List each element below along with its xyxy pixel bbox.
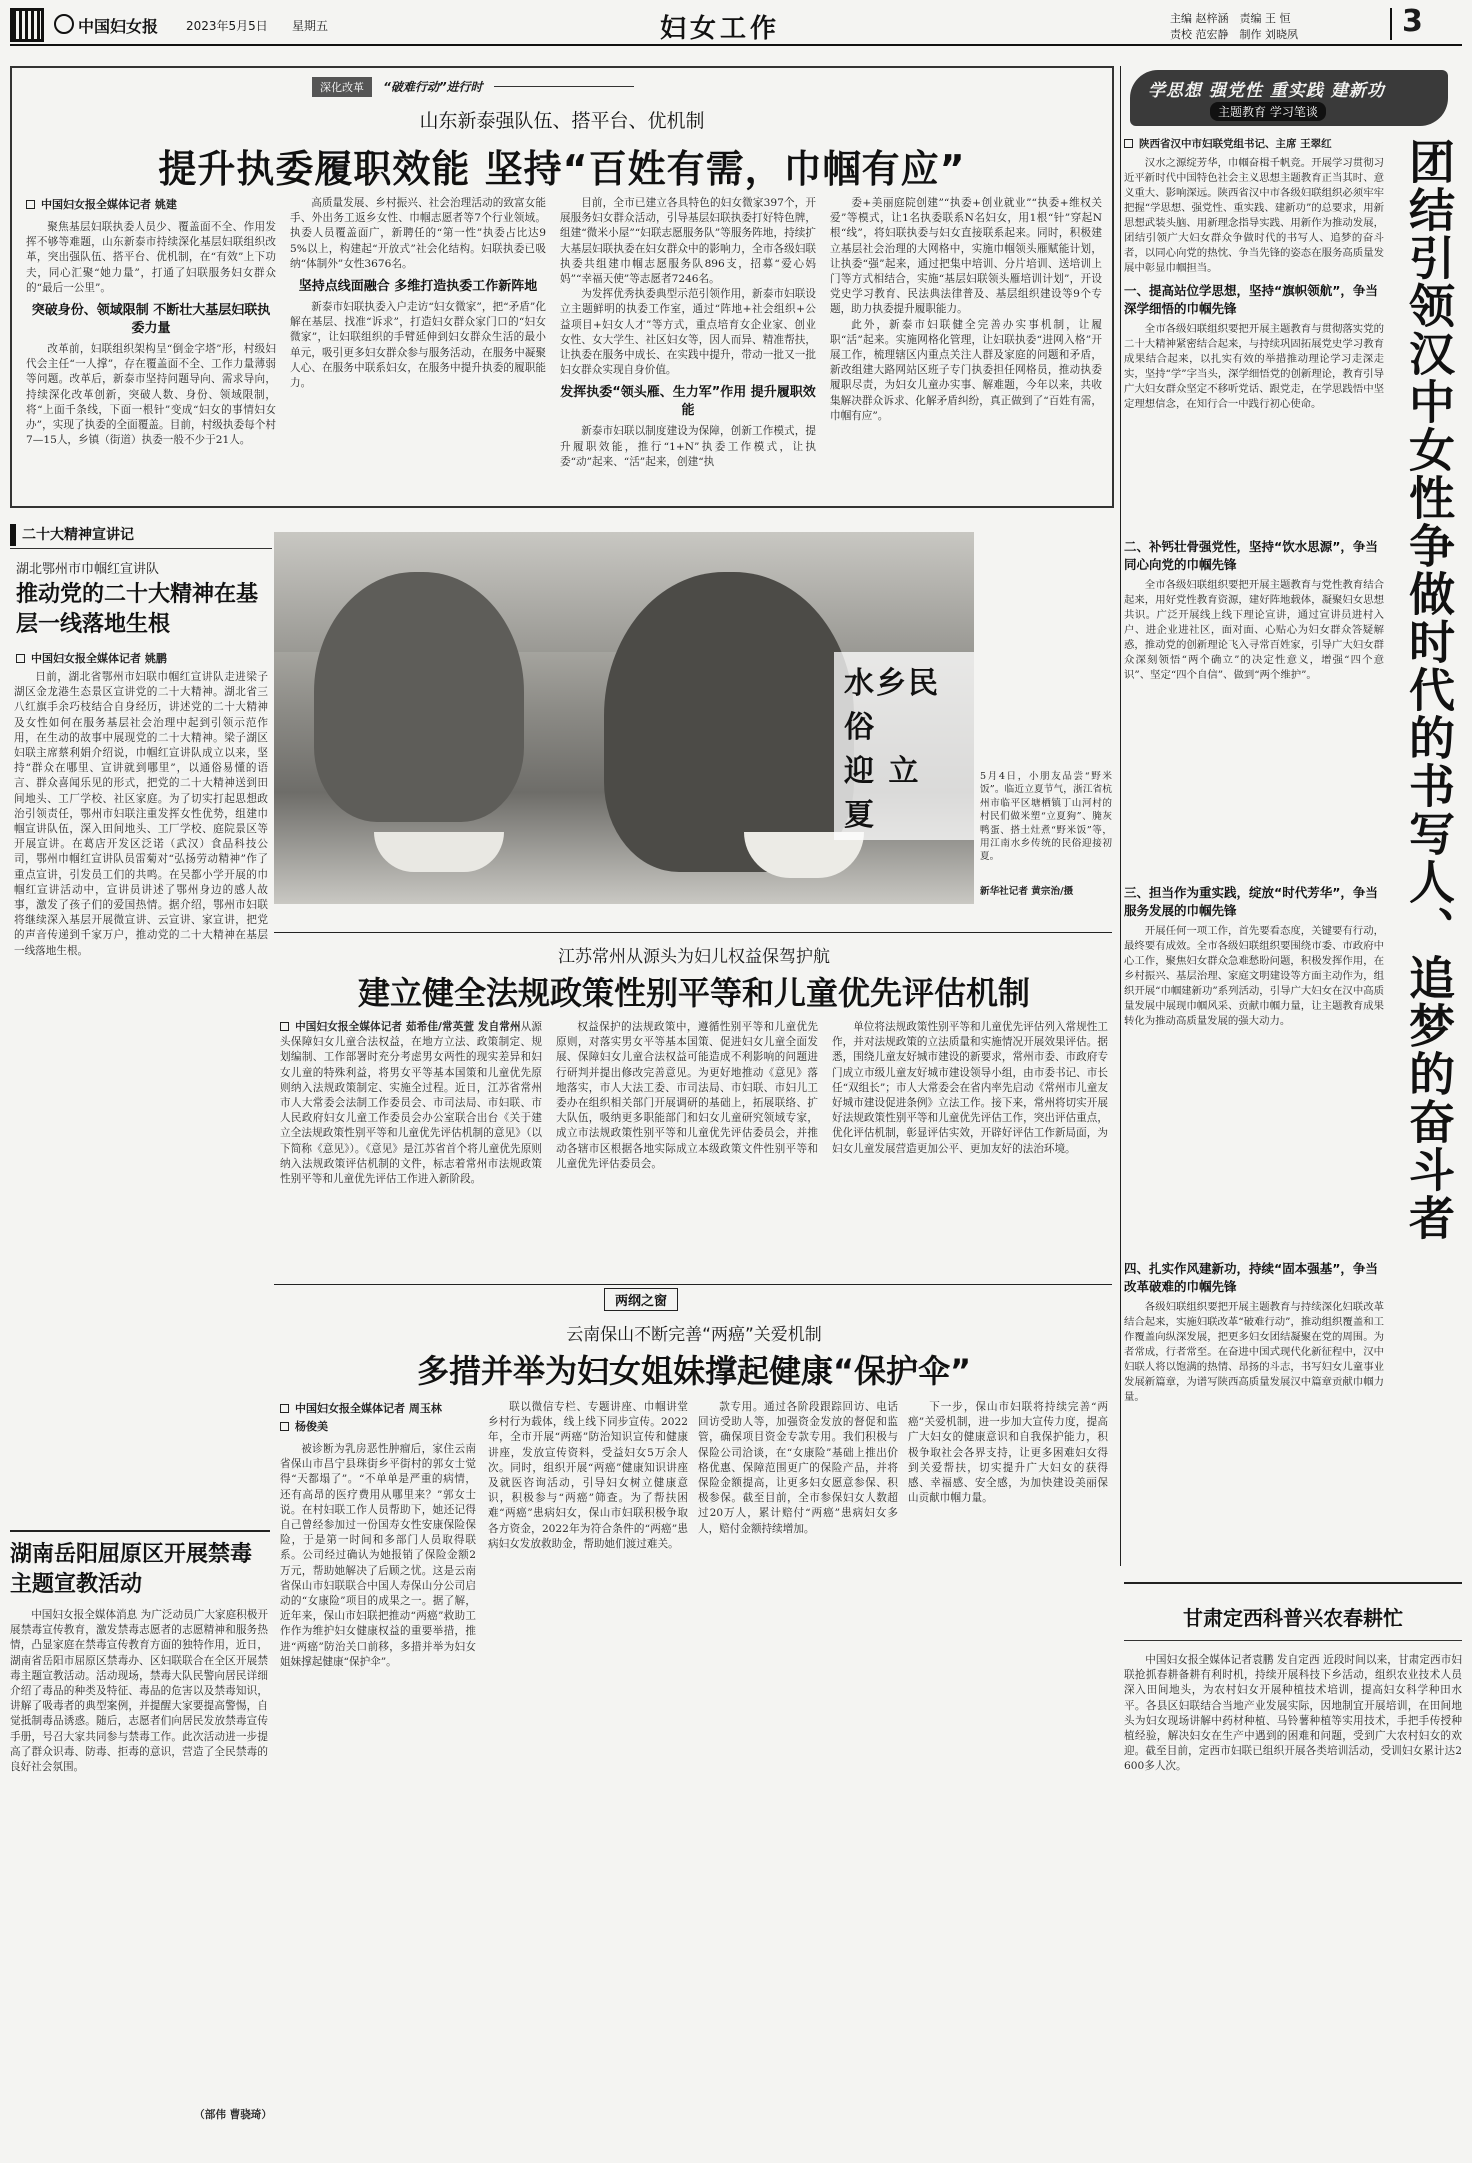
- sidebar-byline: 陕西省汉中市妇联党组书记、主席 王翠红: [1124, 136, 1332, 151]
- article-kicker: 湖北鄂州市巾帼红宣讲队: [16, 562, 160, 577]
- paragraph: 单位将法规政策性别平等和儿童优先评估列入常规性工作，并对法规政策的立法质量和实施情况开展效果评估。据悉，围绕儿童友好城市建设的新要求，常州市委、市政府专门成立市级儿童友好城市建设领导小组，由市委书记、市长任“双组长”；市人大常委会在省内率先启动《常州市儿童友好城市建设促进条例》立法工作。接下来，常州将切实开展好法规政策性别平等和儿童优先评估工作，突出评估重点，优化评估机制，彰显评估实效，开辟好评估工作新局面，为妇女儿童发展营造更加公平、更加友好的法治环境。: [832, 1021, 1108, 1155]
- sidebar-text-column: [1124, 156, 1384, 1531]
- paragraph: 汉水之源绽芳华，巾帼奋楫千帆竞。开展学习贯彻习近平新时代中国特色社会主义思想主题教育正当其时、意义重大、影响深远。陕西省汉中市各级妇联组织必须牢牢把握“学思想、强党性、重实践、建新功”的总要求，用新思想武装头脑、用新理念指导实践、用新作为推动发展，团结引领广大妇女群众争做时代的书写人、追梦的奋斗者，以同心向党的热忱、争当先锋的姿态在服务高质量发展中彰显巾帼担当。: [1124, 157, 1384, 274]
- article-headline: 湖南岳阳屈原区开展禁毒主题宣教活动: [10, 1542, 253, 1597]
- theme-subtitle: 主题教育 学习笔谈: [1210, 102, 1326, 121]
- article-column-3: [698, 1400, 898, 2150]
- subheading: 发挥执委“领头雁、生力军”作用 提升履职效能: [560, 385, 816, 419]
- masthead-rule: [10, 44, 1462, 46]
- article-kicker: 云南保山不断完善“两癌”关爱机制: [566, 1325, 822, 1345]
- article-body: 日前，湖北省鄂州市妇联巾帼红宣讲队走进梁子湖区金龙港生态景区宣讲党的二十大精神。湖北省三八红旗手余巧枝结合自身经历，讲述党的二十大精神及女性如何在服务基层社会治理中起到引领示范作用，在生动的故事中展现党的二十大精神。梁子湖区妇联主席蔡利娟介绍说，巾帼红宣讲队成立以来，坚持“群众在哪里、宣讲就到哪里”，以通俗易懂的语言、群众喜闻乐见的形式，把党的二十大精神送到田间地头、工厂学校、社区家庭。为了切实打起思想政治引领责任，鄂州市妇联注重发挥女性优势，组建巾帼宣讲队伍，深入田间地头、工厂学校、庭院景区等开展宣讲。在葛店开发区泛诺（武汉）食品科技公司，鄂州巾帼红宣讲队员雷菊对“弘扬劳动精神”作了重点宣讲，引发员工们的共鸣。在吴都小学开展的巾帼红宣讲活动中，宣讲员讲述了鄂州身边的感人故事，激发了孩子们的爱国热情。据介绍，鄂州市妇联将继续深入基层开展微宣讲、云宣讲、家宣讲，把党的声音传递到千家万户，推动党的二十大精神在基层一线落地生根。: [14, 671, 268, 957]
- sidebar-divider: [1120, 66, 1121, 1566]
- column-name: “破难行动”进行时: [383, 80, 483, 94]
- paragraph: 权益保护的法规政策中，遵循性别平等和儿童优先原则，对落实男女平等基本国策、促进妇女儿童全面发展、保障妇女儿童合法权益可能造成不利影响的问题进行研判并提出修改完善意见。为更好地推动《意见》落地落实，市人大法工委、市司法局、市妇联、市妇儿工委办在组织相关部门开展调研的基础上，拓展联络、扩大队伍，吸纳更多职能部门和妇女儿童研究领域专家，成立市法规政策性别平等和儿童优先评估委员会，并推动各辖市区根据各地实际成立本级政策文件性别平等和儿童优先评估委员会。: [556, 1021, 818, 1170]
- article-headline: 提升执委履职效能 坚持“百姓有需，巾帼有应”: [158, 147, 966, 191]
- paragraph: 下一步，保山市妇联将持续完善“两癌”关爱机制，进一步加大宣传力度，提高广大妇女的健康意识和自我保护能力，积极争取社会各界支持，让更多困难妇女得到关爱帮扶，切实提升广大妇女的获得感、幸福感、安全感，为加快建设美丽保山贡献巾帼力量。: [908, 1401, 1108, 1505]
- subheading: 三、担当作为重实践，绽放“时代芳华”，争当服务发展的巾帼先锋: [1124, 885, 1378, 918]
- article-column-2: [290, 196, 546, 502]
- article-column-1: [26, 196, 276, 502]
- rice-bowl: [374, 832, 504, 872]
- article-headline: 建立健全法规政策性别平等和儿童优先评估机制: [357, 974, 1030, 1012]
- article-byline: 杨俊美: [280, 1418, 476, 1434]
- qr-code-icon: [10, 8, 44, 42]
- square-bullet-icon: [16, 654, 25, 663]
- article-body: 中国妇女报全媒体记者袁鹏 发自定西 近段时间以来，甘肃定西市妇联抢抓春耕备耕有利时机，持续开展科技下乡活动，组织农业技术人员深入田间地头，为农村妇女开展种植技术培训，提高妇女科学种田水平。各县区妇联结合当地产业发展实际，因地制宜开展培训，在田间地头为妇女现场讲解中药材种植、马铃薯种植等实用技术，手把手传授种植经验，解决妇女在生产中遇到的困难和问题，受到广大农村妇女的欢迎。截至目前，定西市妇联已组织开展各类培训活动，受训妇女累计达2600多人次。: [1124, 1654, 1462, 1773]
- article-ezhou: [10, 524, 272, 1524]
- section-title: 妇女工作: [660, 14, 781, 44]
- article-divider: [1124, 1582, 1462, 1584]
- logo-icon: [54, 14, 74, 34]
- column-rule: [494, 86, 634, 87]
- sidebar-hanzhong: [1124, 66, 1462, 1566]
- photo-credit: 新华社记者 黄宗治/摄: [980, 886, 1074, 897]
- theme-banner: [1130, 70, 1448, 126]
- article-yueyang: [10, 1540, 272, 2154]
- paragraph: 新泰市妇联以制度建设为保障，创新工作模式，提升履职效能，推行“1+N”执委工作模式，让执委“动”起来、“活”起来，创建“执: [560, 425, 816, 468]
- article-credit: （部伟 曹骁琦）: [194, 2109, 272, 2121]
- feature-photo: [274, 532, 974, 904]
- photo-caption-block: [980, 770, 1112, 920]
- issue-date: 2023年5月5日: [186, 19, 268, 33]
- article-column-3: [832, 1020, 1108, 1270]
- article-headline: 甘肃定西科普兴农春耕忙: [1183, 1606, 1403, 1630]
- subheading: 坚持点线面融合 多维打造执委工作新阵地: [298, 279, 538, 295]
- column-label: 两纲之窗: [604, 1288, 678, 1311]
- paragraph: 改革前，妇联组织架构呈“倒金字塔”形，村级妇代会主任“一人撑”，存在覆盖面不全、工作力量薄弱等问题。改革后，新泰市坚持问题导向、需求导向，持续深化改革创新，突破人数、身份、领域限制，将“上面千条线，下面一根针”变成“妇女的事情妇女办”，实现了执委的全面覆盖。目前，村级执委每个村7—15人，乡镇（街道）执委一般不少于21人。: [26, 343, 276, 447]
- article-dingxi: [1124, 1594, 1462, 2154]
- issue-weekday: 星期五: [292, 19, 329, 33]
- article-column-4: [830, 196, 1102, 502]
- article-kicker: 江苏常州从源头为妇儿权益保驾护航: [558, 947, 830, 967]
- column-tag: 深化改革: [312, 77, 372, 97]
- article-byline: 中国妇女报全媒体记者 周玉林: [280, 1400, 476, 1416]
- photo-title: 水乡民俗 迎 立 夏: [834, 652, 974, 840]
- article-divider: [274, 932, 1112, 933]
- paragraph: 高质量发展、乡村振兴、社会治理活动的致富女能手、外出务工返乡女性、巾帼志愿者等7个行业领域。执委人员覆盖面广，新聘任的“第一性”执委占比达95%以上，构建起“开放式”社会化结构。妇联执委已吸纳“体制外”女性3676名。: [290, 197, 546, 270]
- paragraph: 各级妇联组织要把开展主题教育与持续深化妇联改革结合起来，实施妇联改革“破难行动”，推动组织覆盖和工作覆盖向纵深发展，把更多妇女团结凝聚在党的周围。为者常成，行者常至。在奋进中国式现代化新征程中，汉中妇联人将以饱满的热情、昂扬的斗志，书写妇女儿童事业发展新篇章，为谱写陕西高质量发展汉中篇章贡献巾帼力量。: [1124, 1301, 1384, 1403]
- proof-credits: 责校 范宏静 制作 刘晓夙: [1170, 28, 1298, 41]
- theme-slogan: 学思想 强党性 重实践 建新功: [1148, 81, 1385, 101]
- masthead: [10, 6, 1462, 46]
- article-column-2: [556, 1020, 818, 1270]
- subheading: 二、补钙壮骨强党性，坚持“饮水思源”，争当同心向党的巾帼先锋: [1124, 539, 1378, 572]
- paragraph: 为发挥优秀执委典型示范引领作用，新泰市妇联设立主题鲜明的执委工作室，通过“阵地+社会组织+公益项目+妇女人才”等方式，重点培育女企业家、创业女性、女大学生、社区妇女等，因人而异、精准帮扶，让执委在服务中成长、在实践中提升，带动一批又一批妇女群众实现自身价值。: [560, 288, 816, 377]
- article-byline: 中国妇女报全媒体记者 姚建: [26, 196, 276, 212]
- subheading: 突破身份、领域限制 不断壮大基层妇联执委力量: [31, 303, 271, 337]
- article-headline: 推动党的二十大精神在基层一线落地生根: [16, 582, 259, 637]
- subheading: 四、扎实作风建新功，持续“固本强基”，争当改革破难的巾帼先锋: [1124, 1261, 1378, 1294]
- paragraph: 被诊断为乳房恶性肿瘤后，家住云南省保山市昌宁县珠街乡平街村的郭女士觉得“天都塌了”。“不单单是严重的病情，还有高昂的医疗费用从哪里来？”郭女士说。在村妇联工作人员帮助下，她还记得自己曾经参加过一份国寿女性安康保险保险，于是第一时间和多部门人员取得联系。公司经过确认为她报销了保险金额2万元，帮助她解决了后顾之忧。这是云南省保山市妇联联合中国人寿保山分公司启动的“女康险”项目的成果之一。据了解，近年来，保山市妇联把推动“两癌”救助工作作为维护妇女健康权益的重要举措，推进“两癌”防治关口前移，多措并举为妇女姐妹撑起健康“保护伞”。: [280, 1443, 476, 1668]
- paragraph: 联以微信专栏、专题讲座、巾帼讲堂乡村行为载体，线上线下同步宣传。2022年，全市开展“两癌”防治知识宣传和健康讲座，发放宣传资料，受益妇女5万余人次。同时，组织开展“两癌”健康知识讲座及就医咨询活动，引导妇女树立健康意识，积极参与“两癌”筛查。为了帮扶困难“两癌”患病妇女，保山市妇联积极争取各方资金，2022年为符合条件的“两癌”患病妇女发放救助金，帮助她们渡过难关。: [488, 1401, 688, 1550]
- paragraph: 中国妇女报全媒体记者 茹希佳/常英萱 发自常州从源头保障妇女儿童合法权益，在地方立法、政策制定、规划编制、工作部署时充分考虑男女两性的现实差异和妇女儿童的特殊利益，将男女平等基本国策和儿童优先原则纳入法规政策制定、实施全过程。近日，江苏省常州市人大常委会法制工作委员会、市司法局、市妇联、市人民政府妇女儿童工作委员会办公室联合出台《关于建立全法规政策性别平等和儿童优先评估机制的意见》（以下简称《意见》）。《意见》是江苏省首个将儿童优先原则纳入法规政策评估机制的文件，标志着常州市法规政策性别平等和儿童优先评估工作进入新阶段。: [280, 1021, 542, 1186]
- paragraph: 目前，全市已建立各具特色的妇女微家397个，开展服务妇女群众活动，引导基层妇联执委打好特色牌，组建“微米小屋”“妇联志愿服务队”等服务阵地，持续扩大基层妇联执委在妇女群众中的影响力，全市各级妇联执委共组建巾帼志愿服务队896支，招募“爱心妈妈”“幸福天使”等志愿者7246名。: [560, 197, 816, 286]
- article-divider: [274, 1284, 1112, 1285]
- sidebar-title-line-1: 团结引领汉中女性争做时代的书写人、追梦的奋斗者: [1402, 138, 1456, 1242]
- paragraph: 委+美丽庭院创建”“执委+创业就业”“执委+维权关爱”等模式，让1名执委联系N名妇女，用1根“针”穿起N根“线”，将妇联执委与妇女直接联系起来。同时，积极建立基层社会治理的大网格中，实施巾帼领头雁赋能计划，让执委“强”起来，通过把集中培训、分片培训、送培训上门等方式相结合，实施“基层妇联领头雁培训计划”，开设党史学习教育、民法典法律普及、基层组织建设等9个专题，助力执委提升履职能力。: [830, 197, 1102, 316]
- square-bullet-icon: [280, 1422, 289, 1431]
- subheading: 一、提高站位学思想，坚持“旗帜领航”，争当深学细悟的巾帼先锋: [1124, 283, 1378, 316]
- article-column-2: [488, 1400, 688, 2150]
- paper-name: 中国妇女报: [78, 17, 159, 36]
- article-column-4: [908, 1400, 1108, 2150]
- article-changzhou: [274, 936, 1114, 1278]
- article-xintai: [10, 66, 1114, 508]
- paragraph: 此外，新泰市妇联健全完善办实事机制，让履职“活”起来。实施网格化管理，让妇联执委“进网入格”开展工作，梳理辖区内重点关注人群及家庭的问题和矛盾，新改组建大路网站区班子专门执委担任网格员，推动执委履职尽责，为妇女儿童办实事、解难题，今年以来，共收集解决群众诉求、化解矛盾纠纷，真正做到了“百姓有需，巾帼有应”。: [830, 318, 1102, 422]
- page-number-divider: [1390, 8, 1392, 40]
- article-column-1: [280, 1020, 542, 1270]
- paragraph: 开展任何一项工作，首先要看态度，关键要有行动，最终要有成效。全市各级妇联组织要围绕市委、市政府中心工作，聚焦妇女群众急难愁盼问题，积极发挥作用，在乡村振兴、基层治理、家庭文明建设等方面主动作为，组织开展“巾帼建新功”系列活动，引导广大妇女在汉中高质量发展中展现巾帼风采、贡献巾帼力量，让主题教育成果转化为推动高质量发展的强大动力。: [1124, 925, 1384, 1027]
- child-boy-figure: [314, 572, 524, 822]
- page-number: 3: [1402, 4, 1423, 39]
- column-header: [312, 76, 634, 97]
- square-bullet-icon: [1124, 139, 1133, 148]
- paragraph: 新泰市妇联执委入户走访“妇女微家”，把“矛盾”化解在基层、找准“诉求”，打造妇女群众家门口的“妇女微家”，让妇联组织的手臂延伸到妇女群众生活的最小单元，吸引更多妇女群众参与服务活动，在服务中凝聚人心、在服务中联系妇女，在服务中提升执委的履职能力。: [290, 301, 546, 390]
- paragraph: 聚焦基层妇联执委人员少、覆盖面不全、作用发挥不够等难题，山东新泰市持续深化基层妇联组织改革，突出强队伍、搭平台、优机制，在“有效”上下功夫，同心汇聚“她力量”，打通了妇联服务妇女群众的“最后一公里”。: [26, 221, 276, 294]
- square-bullet-icon: [280, 1404, 289, 1413]
- paragraph: 款专用。通过各阶段跟踪回访、电话回访受助人等，加强资金发放的督促和监管，确保项目资金专款专用。我们积极与保险公司洽谈，在“女康险”基础上推出价格优惠、保障范围更广的保险产品，并将保险金额提高，让更多妇女愿意参保、积极参保。截至目前，全市参保妇女人数超过20万人，累计赔付“两癌”患病妇女多人，赔付金额持续增加。: [698, 1401, 898, 1535]
- article-body: 中国妇女报全媒体消息 为广泛动员广大家庭积极开展禁毒宣传教育，激发禁毒志愿者的志愿精神和服务热情，凸显家庭在禁毒宣传教育方面的独特作用，近日，湖南省岳阳市屈原区禁毒办、区妇联联合在全区开展禁毒主题宣教活动。活动现场，禁毒大队民警向居民详细介绍了毒品的种类及特征、毒品的危害以及禁毒知识，讲解了吸毒者的典型案例，并提醒大家要提高警惕，自觉抵制毒品诱惑。随后，志愿者们向居民发放禁毒宣传手册，号召大家共同参与禁毒工作。此次活动进一步提高了群众识毒、防毒、拒毒的意识，营造了全民禁毒的良好社会氛围。: [10, 1609, 268, 1774]
- photo-caption: 5月4日，小朋友品尝“野米饭”。临近立夏节气，浙江省杭州市临平区塘栖镇丁山河村的村民们做米塑“立夏狗”、腌灰鸭蛋、搭土灶煮“野米饭”等，用江南水乡传统的民俗迎接初夏。: [980, 771, 1112, 863]
- square-bullet-icon: [26, 200, 35, 209]
- article-headline: 多措并举为妇女姐妹撑起健康“保护伞”: [416, 1352, 972, 1390]
- article-baoshan: [274, 1288, 1114, 2154]
- square-bullet-icon: [280, 1022, 289, 1031]
- column-label-rule: [10, 548, 272, 549]
- headline-rule: [1124, 1640, 1462, 1641]
- article-kicker: 山东新泰强队伍、搭平台、优机制: [419, 110, 705, 132]
- editor-credits: 主编 赵梓涵 责编 王 恒: [1170, 12, 1291, 25]
- child-girl-figure: [604, 572, 854, 872]
- article-column-3: [560, 196, 816, 502]
- column-label: 二十大精神宣讲记: [10, 524, 272, 546]
- paragraph: 全市各级妇联组织要把开展主题教育与贯彻落实党的二十大精神紧密结合起来，与持续巩固拓展党史学习教育成果结合起来，以扎实有效的举措推动理论学习走深走实，坚持“学”字当头，深学细悟党的创新理论，教育引导广大妇女群众坚定不移听党话、跟党走，在学思践悟中坚定理想信念，在知行合一中践行初心使命。: [1124, 323, 1384, 410]
- article-divider: [10, 1530, 270, 1532]
- article-byline: 中国妇女报全媒体记者 姚鹏: [16, 650, 167, 666]
- article-column-1: [280, 1400, 476, 2150]
- paragraph: 全市各级妇联组织要把开展主题教育与党性教育结合起来，用好党性教育资源，建好阵地载体，凝聚妇女思想共识。广泛开展线上线下理论宣讲，通过宣讲员进村入户、进企业进社区，面对面、心贴心为妇女群众答疑解惑，推动党的创新理论飞入寻常百姓家，引导广大妇女群众深刻领悟“两个确立”的决定性意义，增强“四个意识”、坚定“四个自信”、做到“两个维护”。: [1124, 579, 1384, 681]
